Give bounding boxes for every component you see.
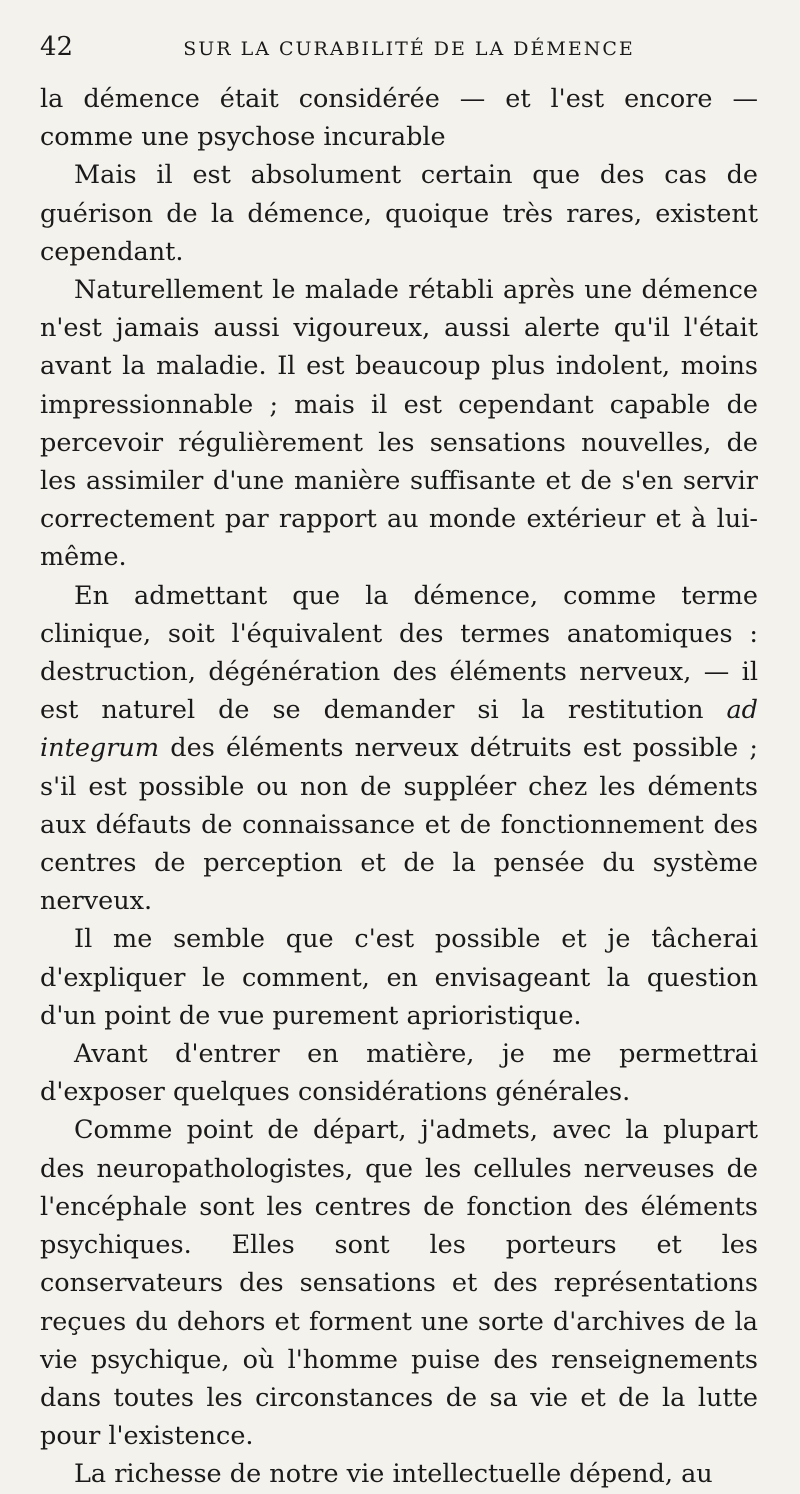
paragraph: Naturellement le malade rétabli après une démence n'est jamais aussi vigoureux, aussi alerte qu'il l'était avant la maladie. Il est beaucoup plus indolent, moins impressionnable ; mais il est cependant capable de percevoir régulièrement les sensations nouvelles, de les assimiler d'une manière suffisante et de s'en servir correctement par rapport au monde extérieur et à lui-même. (40, 275, 758, 573)
paragraph: Il me semble que c'est possible et je tâcherai d'expliquer le comment, en envisageant la question d'un point de vue purement aprioristique. (40, 924, 758, 1031)
paragraph-continuation: la démence était considérée — et l'est encore — comme une psychose incurable (40, 84, 758, 153)
page-number: 42 (40, 32, 74, 62)
latin-phrase: ad integrum (40, 695, 758, 764)
paragraph-truncated: La richesse de notre vie intellectuelle dépend, au (74, 1459, 713, 1490)
running-title: SUR LA CURABILITÉ DE LA DÉMENCE (183, 38, 635, 60)
paragraph-ad-integrum (40, 577, 758, 921)
page-body (40, 80, 758, 1494)
paragraph: Avant d'entrer en matière, je me permettrai d'exposer quelques considérations générales. (40, 1039, 758, 1108)
paragraph-text-after: des éléments nerveux détruits est possible ; s'il est possible ou non de suppléer chez les déments aux défauts de connaissance et de fonctionnement des centres de perception et de la pensée du système nerveux. (40, 733, 758, 917)
paragraph: Comme point de départ, j'admets, avec la plupart des neuropathologistes, que les cellules nerveuses de l'encéphale sont les centres de fonction des éléments psychiques. Elles sont les porteurs et les conservateurs des sensations et des représentations reçues du dehors et forment une sorte d'archives de la vie psychique, où l'homme puise des renseignements dans toutes les circonstances de sa vie et de la lutte pour l'existence. (40, 1115, 758, 1452)
paragraph-text-before: En admettant que la démence, comme terme clinique, soit l'équivalent des termes anatomiques : destruction, dégénération des éléments nerveux, — il est naturel de se demander si la restitution (40, 580, 758, 726)
paragraph: Mais il est absolument certain que des cas de guérison de la démence, quoique très rares, existent cependant. (40, 160, 758, 267)
page-header (40, 32, 758, 80)
